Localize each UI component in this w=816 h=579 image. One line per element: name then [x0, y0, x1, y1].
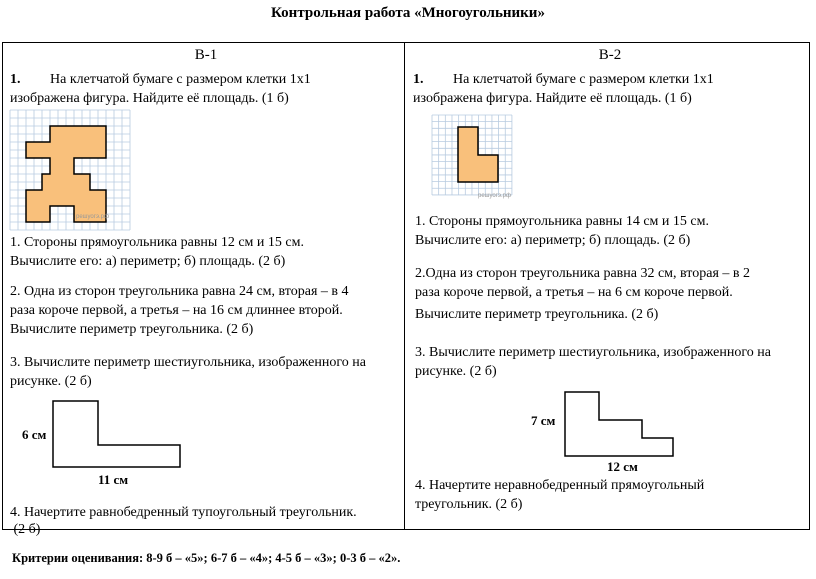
v1-task1-text-line1: На клетчатой бумаге с размером клетки 1х1 — [50, 72, 311, 87]
v1-task3-line2: раза короче первой, а третья – на 16 см длиннее второй. — [10, 303, 343, 318]
v1-task1-text-line2: изображена фигура. Найдите её площадь. (1 б) — [10, 91, 289, 106]
v1-task3-line1: 2. Одна из сторон треугольника равна 24 см, вторая – в 4 — [10, 284, 349, 299]
v2-hexagon-shape — [565, 392, 673, 456]
v2-hexagon-figure — [525, 388, 685, 478]
v1-task4-line1: 3. Вычислите периметр шестиугольника, изображенного на — [10, 355, 366, 370]
v1-task2-line1: 1. Стороны прямоугольника равны 12 см и 15 см. — [10, 235, 304, 250]
column-divider — [404, 42, 405, 530]
v2-task5-line1: 4. Начертите неравнобедренный прямоугольный — [415, 478, 705, 493]
v1-task5-line1: 4. Начертите равнобедренный тупоугольный треугольник. — [10, 505, 357, 520]
v2-height-label: 7 см — [531, 413, 556, 428]
v2-task1-text-line1: На клетчатой бумаге с размером клетки 1х1 — [453, 72, 714, 87]
v1-task5-line2: (2 б) — [10, 522, 41, 537]
v2-grid-figure — [432, 115, 517, 200]
v1-task4-line2: рисунке. (2 б) — [10, 374, 92, 389]
v2-watermark: решуогэ.рф — [478, 193, 511, 199]
variant-1-header: В-1 — [194, 47, 218, 63]
v1-task2-line2: Вычислите его: а) периметр; б) площадь. (2 б) — [10, 254, 286, 269]
v1-hexagon-shape — [53, 401, 180, 467]
v2-task1-text-line2: изображена фигура. Найдите её площадь. (1 б) — [413, 91, 692, 106]
v1-grid-figure — [10, 110, 134, 234]
v1-height-label: 6 см — [22, 427, 47, 442]
v2-task4-line2: рисунке. (2 б) — [415, 364, 497, 379]
v1-width-label: 11 см — [98, 472, 129, 487]
v2-width-label: 12 см — [607, 459, 638, 474]
v1-task1-number: 1. — [10, 72, 21, 87]
variant-2-header: В-2 — [598, 47, 622, 63]
v2-task3-line2: раза короче первой, а третья – на 6 см короче первой. — [415, 285, 733, 300]
v2-task4-line1: 3. Вычислите периметр шестиугольника, изображенного на — [415, 345, 771, 360]
v2-task5-line2: треугольник. (2 б) — [415, 497, 523, 512]
v2-task2-line1: 1. Стороны прямоугольника равны 14 см и 15 см. — [415, 214, 709, 229]
v1-watermark: решуогэ.рф — [76, 214, 109, 220]
v1-task3-line3: Вычислите периметр треугольника. (2 б) — [10, 322, 254, 337]
worksheet-title: Контрольная работа «Многоугольники» — [271, 5, 545, 21]
v2-task2-line2: Вычислите его: а) периметр; б) площадь. (2 б) — [415, 233, 691, 248]
v2-task3-line3: Вычислите периметр треугольника. (2 б) — [415, 307, 659, 322]
v2-task3-line1: 2.Одна из сторон треугольника равна 32 см, вторая – в 2 — [415, 266, 751, 281]
v1-hexagon-figure — [20, 395, 200, 495]
v2-task1-number: 1. — [413, 72, 424, 87]
grading-criteria: Критерии оценивания: 8-9 б – «5»; 6-7 б – «4»; 4-5 б – «3»; 0-3 б – «2». — [12, 551, 401, 565]
